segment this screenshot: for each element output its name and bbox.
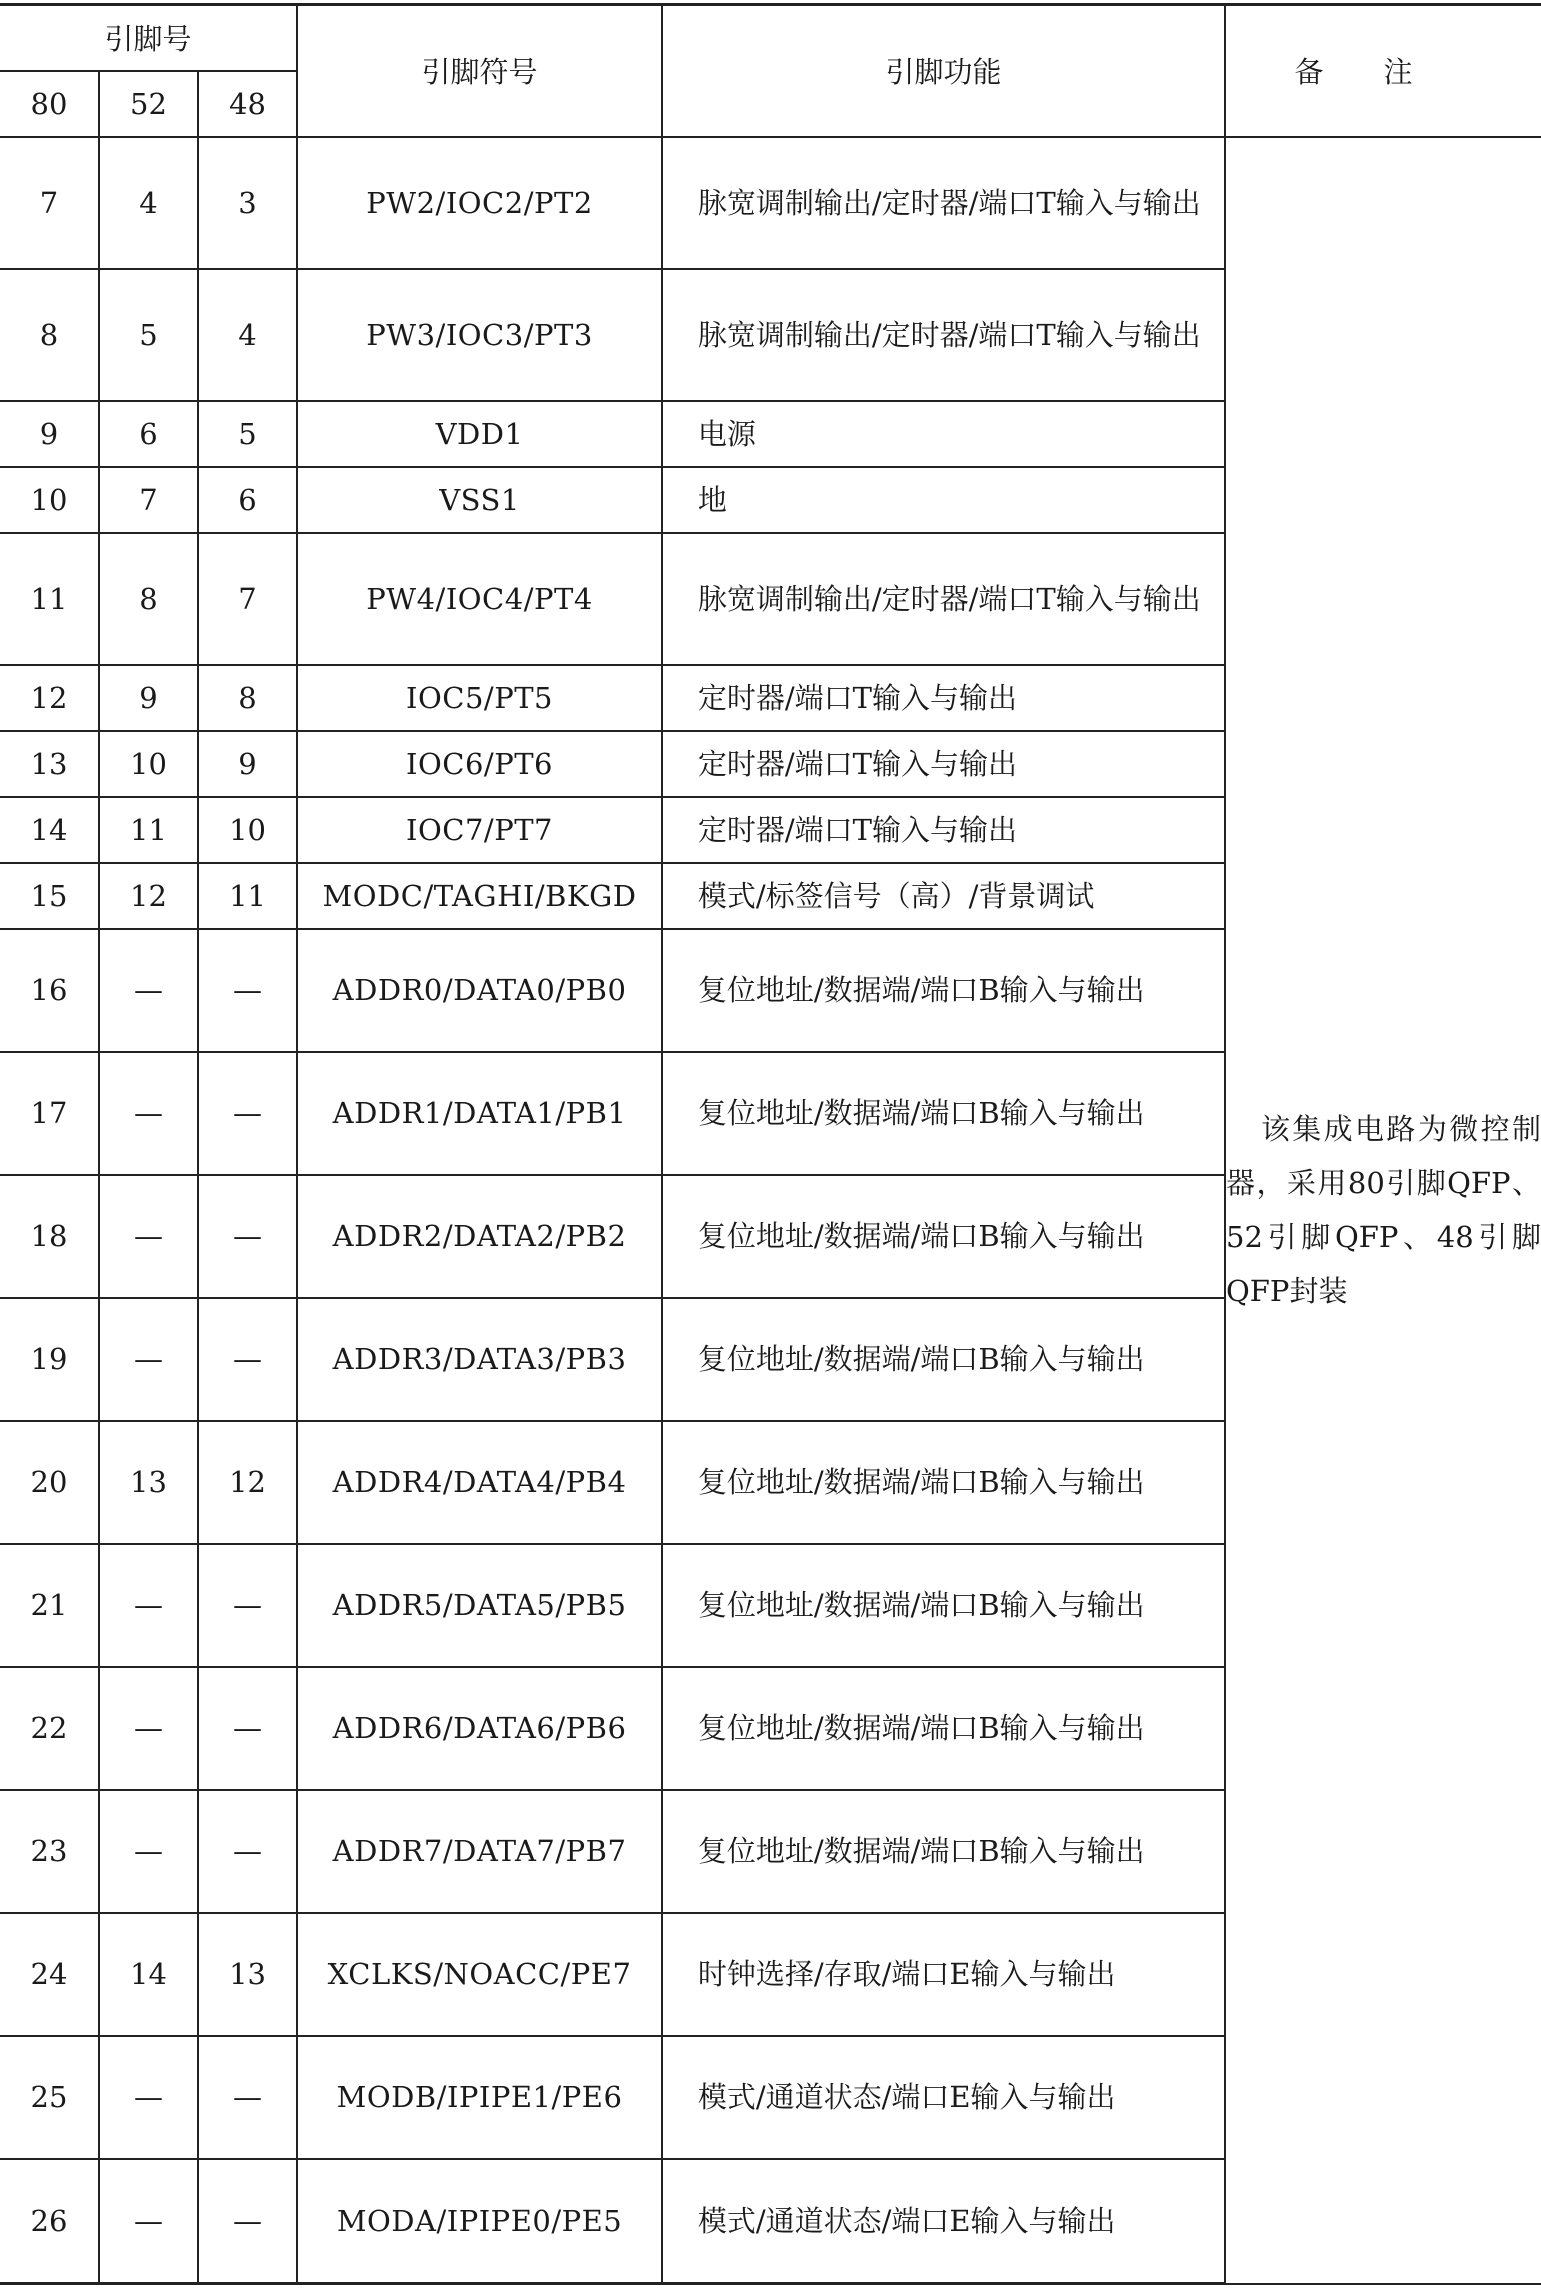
- pin-function-cell: [662, 863, 1225, 929]
- pin-48-cell: 12: [198, 1421, 297, 1544]
- pin-symbol-cell: ADDR5/DATA5/PB5: [297, 1544, 662, 1667]
- pin-function-text: 电源: [697, 416, 756, 451]
- pin-52-cell: 12: [99, 863, 198, 929]
- pin-52-cell: —: [99, 929, 198, 1052]
- pin-function-text: 时钟选择/存取/端口E输入与输出: [697, 1957, 1116, 1991]
- pin-48-cell: 5: [198, 401, 297, 467]
- header-pin-no: 引脚号: [0, 5, 297, 71]
- pin-function-text: 复位地址/数据端/端口B输入与输出: [697, 1588, 1145, 1622]
- pin-80-cell: 8: [0, 269, 99, 401]
- pin-48-cell: 3: [198, 137, 297, 269]
- pin-52-cell: 8: [99, 533, 198, 665]
- pin-48-cell: —: [198, 1052, 297, 1175]
- pin-function-text: 地: [697, 482, 727, 517]
- pin-function-cell: [662, 731, 1225, 797]
- pin-52-cell: 14: [99, 1913, 198, 2036]
- header-symbol: 引脚符号: [297, 5, 662, 137]
- header-pkg-48: 48: [198, 71, 297, 137]
- pin-function-text: 定时器/端口T输入与输出: [697, 746, 1017, 781]
- remark-cell: [1225, 137, 1541, 2284]
- pin-48-cell: 8: [198, 665, 297, 731]
- pin-48-cell: 13: [198, 1913, 297, 2036]
- pin-symbol-cell: MODC/TAGHI/BKGD: [297, 863, 662, 929]
- header-function: 引脚功能: [662, 5, 1225, 137]
- pin-symbol-cell: IOC5/PT5: [297, 665, 662, 731]
- pin-80-cell: 21: [0, 1544, 99, 1667]
- pin-function-text: 复位地址/数据端/端口B输入与输出: [697, 1096, 1145, 1130]
- pin-52-cell: 11: [99, 797, 198, 863]
- pin-symbol-cell: ADDR6/DATA6/PB6: [297, 1667, 662, 1790]
- header-remark: 备注: [1225, 5, 1541, 137]
- pin-function-cell: [662, 797, 1225, 863]
- pin-function-cell: [662, 533, 1225, 665]
- pin-80-cell: 17: [0, 1052, 99, 1175]
- pin-symbol-cell: MODA/IPIPE0/PE5: [297, 2159, 662, 2284]
- pin-symbol-cell: PW2/IOC2/PT2: [297, 137, 662, 269]
- pin-function-cell: [662, 1175, 1225, 1298]
- pin-function-text: 定时器/端口T输入与输出: [697, 680, 1017, 715]
- pin-function-text: 模式/通道状态/端口E输入与输出: [697, 2080, 1116, 2114]
- pin-48-cell: —: [198, 1298, 297, 1421]
- pin-52-cell: 10: [99, 731, 198, 797]
- pin-48-cell: —: [198, 2159, 297, 2284]
- pin-80-cell: 18: [0, 1175, 99, 1298]
- header-pkg-80: 80: [0, 71, 99, 137]
- pin-52-cell: 4: [99, 137, 198, 269]
- pin-function-text: 复位地址/数据端/端口B输入与输出: [697, 1834, 1145, 1868]
- pin-52-cell: 6: [99, 401, 198, 467]
- pin-symbol-cell: IOC7/PT7: [297, 797, 662, 863]
- pin-52-cell: —: [99, 1052, 198, 1175]
- pin-table: [0, 3, 1541, 2285]
- pin-48-cell: —: [198, 1790, 297, 1913]
- pin-function-text: 复位地址/数据端/端口B输入与输出: [697, 1219, 1145, 1253]
- pin-48-cell: —: [198, 929, 297, 1052]
- pin-52-cell: —: [99, 1298, 198, 1421]
- pin-48-cell: —: [198, 1175, 297, 1298]
- pin-80-cell: 23: [0, 1790, 99, 1913]
- pin-52-cell: —: [99, 1667, 198, 1790]
- pin-table-body: [0, 137, 1541, 2284]
- pin-52-cell: —: [99, 1175, 198, 1298]
- pin-function-text: 复位地址/数据端/端口B输入与输出: [697, 973, 1145, 1007]
- pin-80-cell: 15: [0, 863, 99, 929]
- pin-function-text: 模式/通道状态/端口E输入与输出: [697, 2203, 1116, 2238]
- pin-function-cell: [662, 1667, 1225, 1790]
- pin-80-cell: 9: [0, 401, 99, 467]
- pin-52-cell: —: [99, 1790, 198, 1913]
- pin-symbol-cell: IOC6/PT6: [297, 731, 662, 797]
- pin-48-cell: —: [198, 1667, 297, 1790]
- pin-symbol-cell: VSS1: [297, 467, 662, 533]
- pin-80-cell: 11: [0, 533, 99, 665]
- pin-function-text: 脉宽调制输出/定时器/端口T输入与输出: [697, 317, 1201, 352]
- pin-80-cell: 10: [0, 467, 99, 533]
- pin-function-cell: [662, 1298, 1225, 1421]
- pin-function-cell: [662, 1913, 1225, 2036]
- pin-48-cell: —: [198, 1544, 297, 1667]
- pin-52-cell: —: [99, 2036, 198, 2159]
- pin-function-cell: [662, 929, 1225, 1052]
- pin-symbol-cell: ADDR7/DATA7/PB7: [297, 1790, 662, 1913]
- pin-80-cell: 22: [0, 1667, 99, 1790]
- pin-80-cell: 14: [0, 797, 99, 863]
- pin-symbol-cell: XCLKS/NOACC/PE7: [297, 1913, 662, 2036]
- pin-80-cell: 12: [0, 665, 99, 731]
- pin-function-cell: [662, 467, 1225, 533]
- pin-symbol-cell: ADDR1/DATA1/PB1: [297, 1052, 662, 1175]
- pin-48-cell: 9: [198, 731, 297, 797]
- pin-function-cell: [662, 1421, 1225, 1544]
- pin-symbol-cell: ADDR0/DATA0/PB0: [297, 929, 662, 1052]
- header-row-1: [0, 5, 1541, 71]
- pin-52-cell: 9: [99, 665, 198, 731]
- pin-80-cell: 26: [0, 2159, 99, 2284]
- header-pkg-52: 52: [99, 71, 198, 137]
- pin-function-text: 复位地址/数据端/端口B输入与输出: [697, 1711, 1145, 1745]
- pin-52-cell: 7: [99, 467, 198, 533]
- pin-function-text: 脉宽调制输出/定时器/端口T输入与输出: [697, 185, 1201, 220]
- pin-48-cell: 11: [198, 863, 297, 929]
- pin-function-text: 模式/标签信号（高）/背景调试: [697, 878, 1095, 913]
- pin-48-cell: 10: [198, 797, 297, 863]
- pin-function-cell: [662, 1544, 1225, 1667]
- pin-function-cell: [662, 2036, 1225, 2159]
- pin-function-cell: [662, 401, 1225, 467]
- pin-function-text: 复位地址/数据端/端口B输入与输出: [697, 1465, 1145, 1499]
- pin-symbol-cell: VDD1: [297, 401, 662, 467]
- pin-80-cell: 25: [0, 2036, 99, 2159]
- pin-symbol-cell: PW3/IOC3/PT3: [297, 269, 662, 401]
- pin-48-cell: —: [198, 2036, 297, 2159]
- remark-text: 该集成电路为微控制器，采用80引脚QFP、52引脚QFP、48引脚QFP封装: [1226, 1112, 1541, 1308]
- pin-48-cell: 7: [198, 533, 297, 665]
- pin-symbol-cell: PW4/IOC4/PT4: [297, 533, 662, 665]
- pin-52-cell: 5: [99, 269, 198, 401]
- pin-52-cell: —: [99, 2159, 198, 2284]
- pin-function-cell: [662, 1790, 1225, 1913]
- pin-80-cell: 13: [0, 731, 99, 797]
- pin-48-cell: 4: [198, 269, 297, 401]
- pin-function-cell: [662, 269, 1225, 401]
- pin-48-cell: 6: [198, 467, 297, 533]
- pin-symbol-cell: MODB/IPIPE1/PE6: [297, 2036, 662, 2159]
- pin-52-cell: 13: [99, 1421, 198, 1544]
- pin-80-cell: 24: [0, 1913, 99, 2036]
- pin-80-cell: 19: [0, 1298, 99, 1421]
- pin-52-cell: —: [99, 1544, 198, 1667]
- pin-function-cell: [662, 1052, 1225, 1175]
- pin-function-text: 脉宽调制输出/定时器/端口T输入与输出: [697, 581, 1201, 616]
- pin-80-cell: 7: [0, 137, 99, 269]
- pin-function-text: 定时器/端口T输入与输出: [697, 812, 1017, 847]
- pin-symbol-cell: ADDR4/DATA4/PB4: [297, 1421, 662, 1544]
- pin-function-cell: [662, 2159, 1225, 2284]
- pin-80-cell: 20: [0, 1421, 99, 1544]
- pin-80-cell: 16: [0, 929, 99, 1052]
- pin-function-cell: [662, 137, 1225, 269]
- pin-symbol-cell: ADDR2/DATA2/PB2: [297, 1175, 662, 1298]
- pin-function-cell: [662, 665, 1225, 731]
- table-row: [0, 137, 1541, 269]
- pin-function-text: 复位地址/数据端/端口B输入与输出: [697, 1342, 1145, 1376]
- pin-symbol-cell: ADDR3/DATA3/PB3: [297, 1298, 662, 1421]
